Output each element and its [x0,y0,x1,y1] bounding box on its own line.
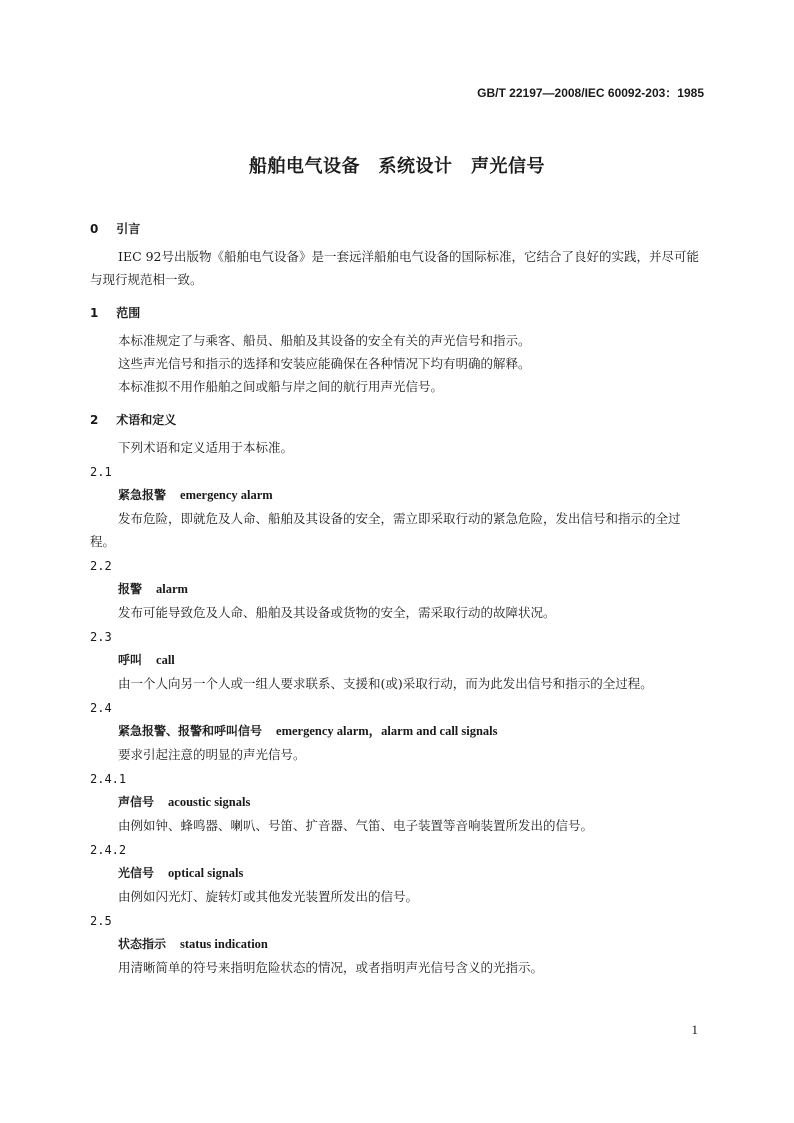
term-definition: 由一个人向另一个人或一组人要求联系、支援和(或)采取行动，而为此发出信号和指示的全过程。 [118,676,653,691]
intro-paragraph: IEC 92号出版物《船舶电气设备》是一套远洋船舶电气设备的国际标准，它结合了良好的实践，并尽可能与现行规范相一致。 [90,249,700,287]
scope-paragraph: 这些声光信号和指示的选择和安装应能确保在各种情况下均有明确的解释。 [118,356,531,371]
term-heading [90,483,705,507]
term-heading [90,790,705,814]
term-definition: 用清晰简单的符号来指明危险状态的情况，或者指明声光信号含义的光指示。 [118,960,544,975]
term-definition: 发布可能导致危及人命、船舶及其设备或货物的安全，需采取行动的故障状况。 [118,605,556,620]
section-number: 0 [90,222,99,236]
term-heading [90,932,705,956]
term-definition: 发布危险，即就危及人命、船舶及其设备的安全，需立即采取行动的紧急危险，发出信号和指示的全过程。 [90,511,681,549]
section-title: 术语和定义 [116,413,177,427]
section-title: 引言 [116,222,141,236]
document-body [90,219,705,979]
term-zh: 报警 [118,582,143,596]
clause-number: 2.4 [90,701,112,715]
term-en: alarm [156,582,188,596]
term-zh: 紧急报警 [118,488,167,502]
section-0-heading [90,219,705,239]
clause-number: 2.4.2 [90,843,127,857]
clause-number: 2.5 [90,914,112,928]
definitions-intro: 下列术语和定义适用于本标准。 [118,440,294,455]
section-title: 范围 [116,306,141,320]
term-en: emergency alarm [180,488,273,502]
term-en: acoustic signals [168,795,251,809]
term-zh: 呼叫 [118,653,143,667]
term-zh: 声信号 [118,795,155,809]
term-definition: 由例如闪光灯、旋转灯或其他发光装置所发出的信号。 [118,889,419,904]
scope-paragraph: 本标准规定了与乘客、船员、船舶及其设备的安全有关的声光信号和指示。 [118,333,531,348]
term-zh: 紧急报警、报警和呼叫信号 [118,724,263,738]
clause-number: 2.3 [90,630,112,644]
clause-number: 2.4.1 [90,772,127,786]
term-en: emergency alarm，alarm and call signals [276,724,498,738]
term-en: optical signals [168,866,244,880]
term-en: status indication [180,937,268,951]
term-heading [90,861,705,885]
term-heading [90,719,705,743]
clause-number: 2.2 [90,559,112,573]
section-number: 2 [90,413,99,427]
term-en: call [156,653,175,667]
term-heading [90,648,705,672]
section-number: 1 [90,306,99,320]
scope-paragraph: 本标准拟不用作船舶之间或船与岸之间的航行用声光信号。 [118,379,444,394]
term-definition: 由例如钟、蜂鸣器、喇叭、号笛、扩音器、气笛、电子装置等音响装置所发出的信号。 [118,818,594,833]
term-definition: 要求引起注意的明显的声光信号。 [118,747,306,762]
document-title: 船舶电气设备 系统设计 声光信号 [249,156,545,177]
term-zh: 光信号 [118,866,155,880]
section-1-heading [90,303,705,323]
section-2-heading [90,410,705,430]
page-number: 1 [691,1022,698,1037]
term-heading [90,577,705,601]
term-zh: 状态指示 [118,937,167,951]
clause-number: 2.1 [90,465,112,479]
standard-code: GB/T 22197—2008/IEC 60092-203：1985 [477,86,704,100]
